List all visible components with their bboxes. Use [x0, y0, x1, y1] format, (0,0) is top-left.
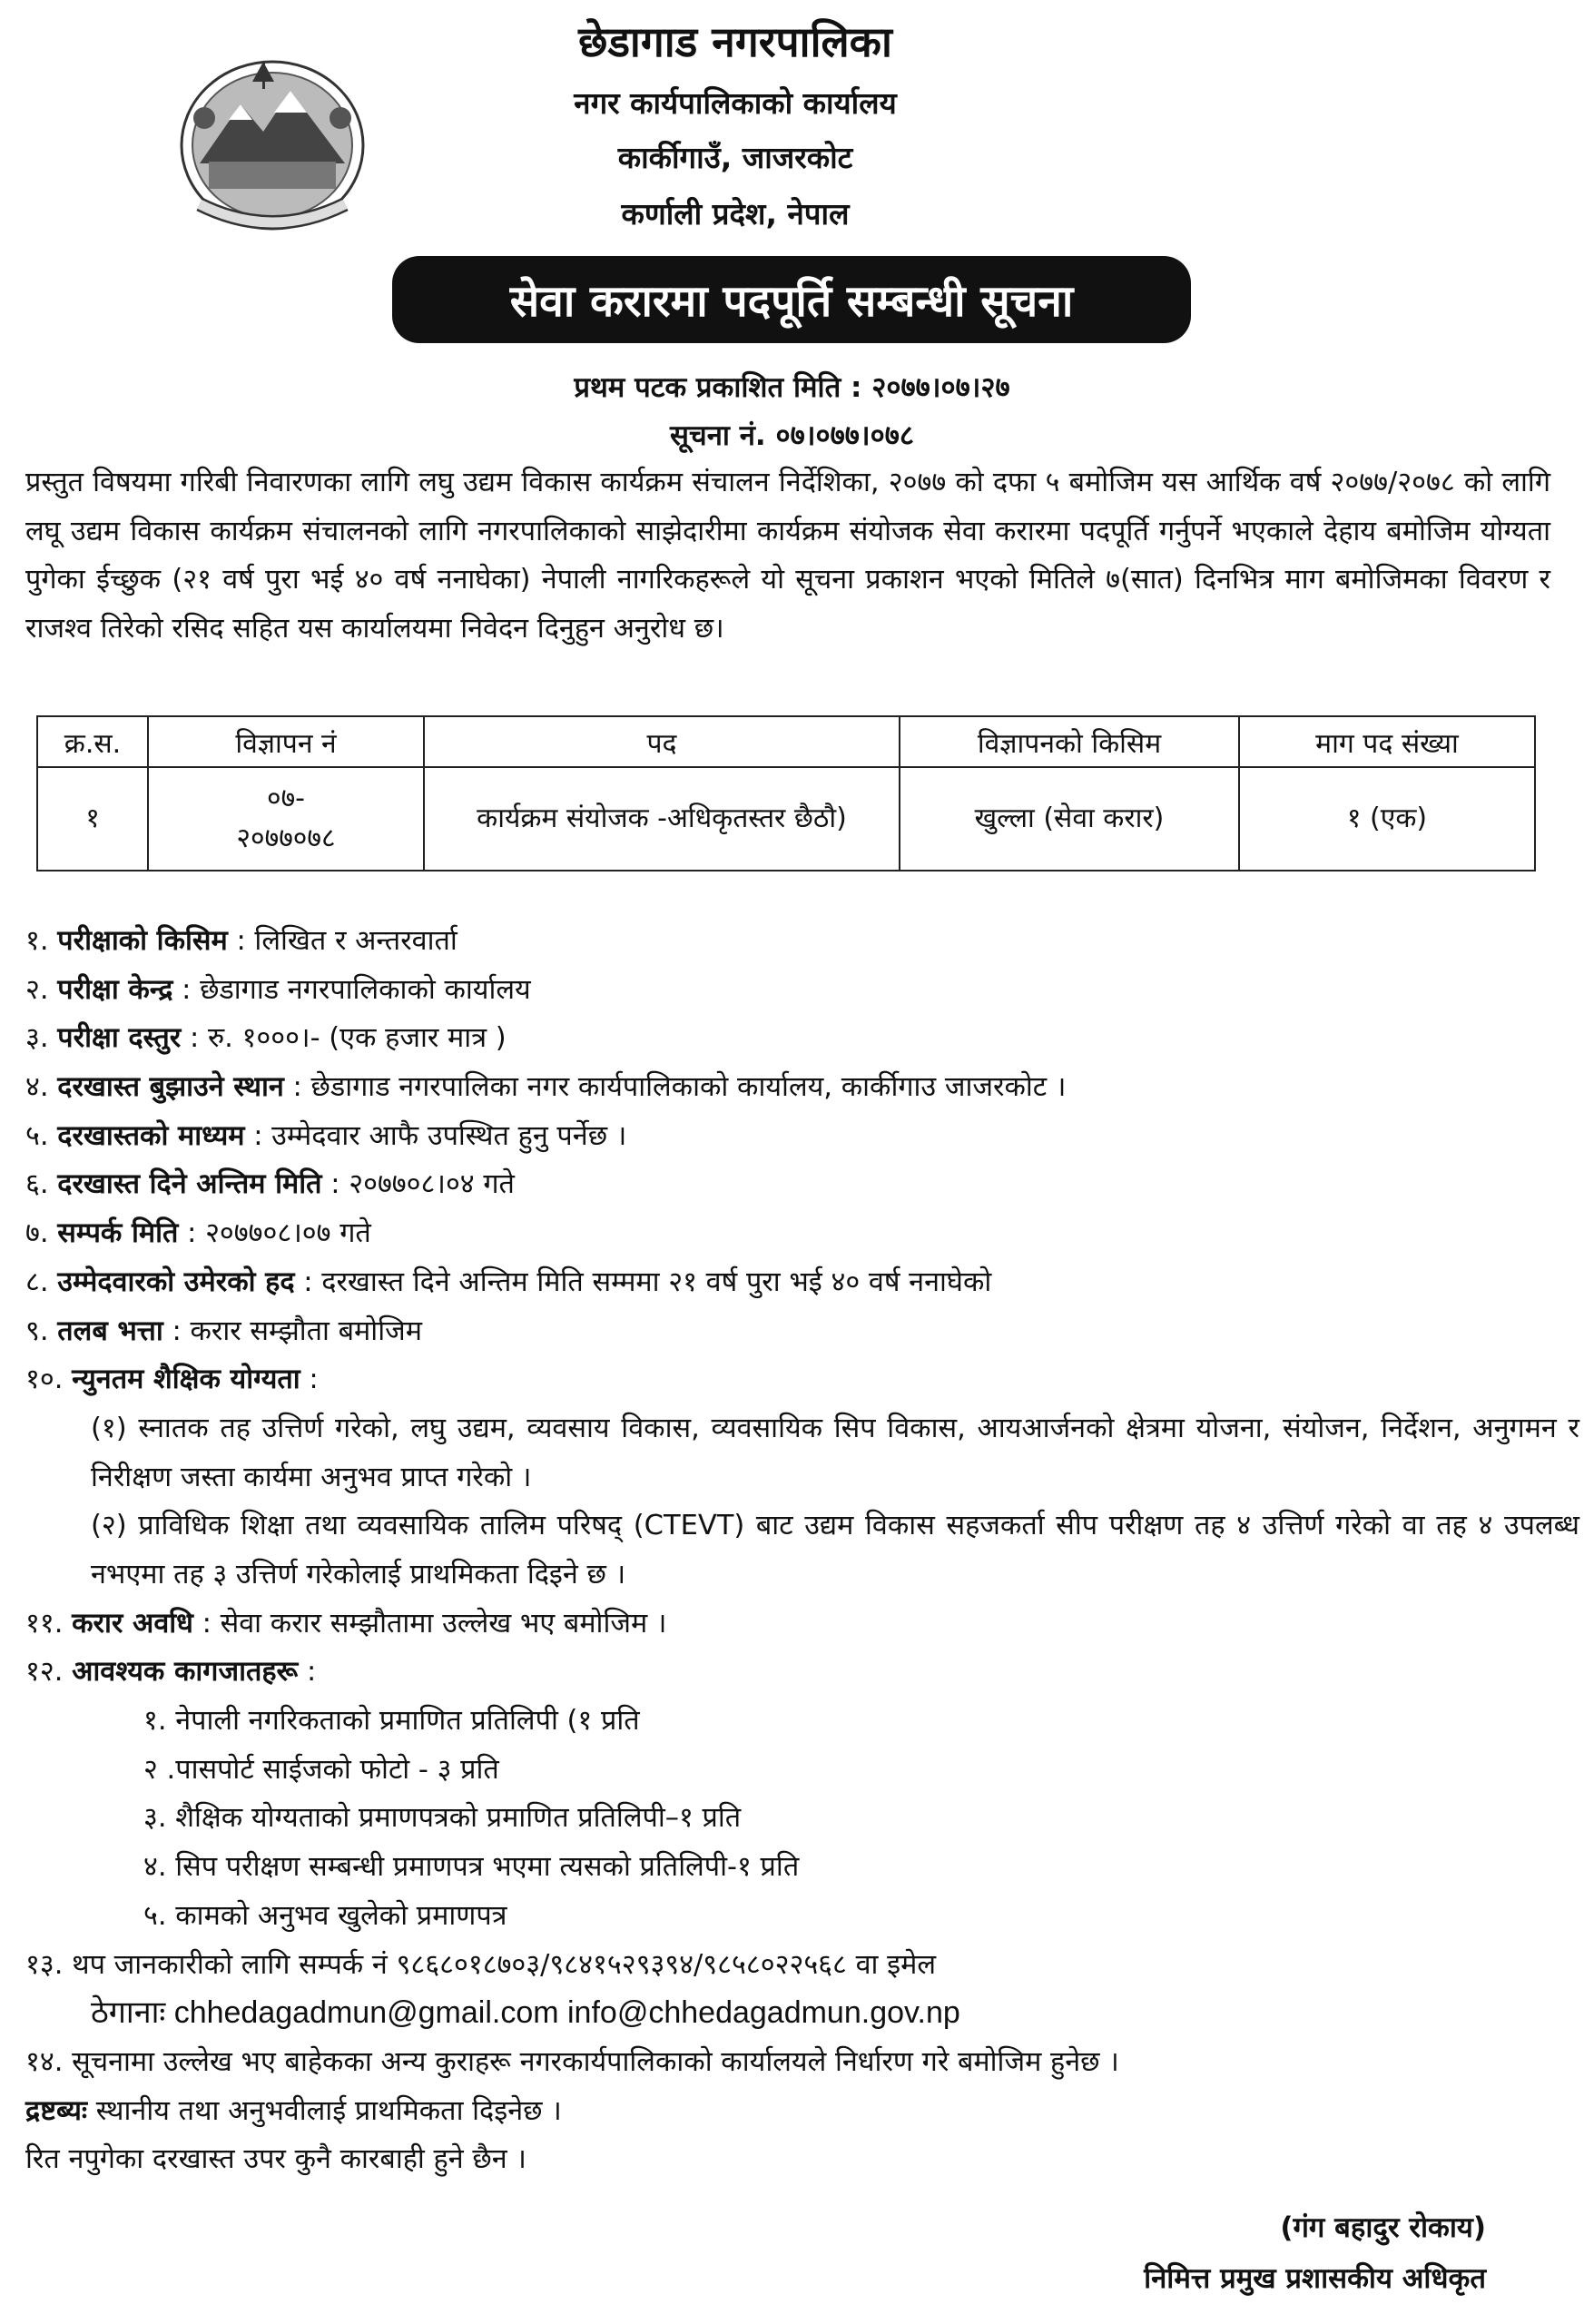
list-item: ३. परीक्षा दस्तुर : रु. १०००।- (एक हजार मात्र ) — [25, 1022, 507, 1055]
cell-ad-no — [148, 767, 424, 871]
qualification-2: (२) प्राविधिक शिक्षा तथा व्यवसायिक तालिम परिषद् (CTEVT) बाट उद्यम विकास सहजकर्ता सीप परीक्षण तह ४ उत्तिर्ण गरेको वा तह ४ उपलब्ध नभएमा तह ३ उत्तिर्ण गरेकोलाई प्राथमिकता दिइने छ । — [91, 1510, 1579, 1590]
list-item: ५. दरखास्तको माध्यम : उम्मेदवार आफै उपस्थित हुनु पर्नेछ । — [25, 1119, 627, 1152]
note-text: स्थानीय तथा अनुभवीलाई प्राथमिकता दिइनेछ । — [87, 2094, 562, 2127]
office-name: नगर कार्यपालिकाको कार्यालय — [574, 85, 897, 121]
col-header-ad-no: विज्ञापन नं — [148, 716, 424, 767]
requirements-list — [25, 917, 1579, 2184]
office-location: कार्कीगाउँ, जाजरकोट — [617, 140, 853, 175]
col-header-count: माग पद संख्या — [1239, 716, 1535, 767]
email-line — [25, 1989, 1569, 2038]
list-item: ४. दरखास्त बुझाउने स्थान : छेडागाड नगरपालिका नगर कार्यपालिकाको कार्यालय, कार्कीगाउ जाजरकोट । — [25, 1071, 1067, 1104]
document-item: २ .पासपोर्ट साईजको फोटो - ३ प्रति — [143, 1753, 499, 1786]
list-item: ११. करार अवधि : सेवा करार सम्झौतामा उल्लेख भए बमोजिम । — [25, 1607, 667, 1640]
email-label: ठेगानाः — [91, 1995, 166, 2031]
nepal-emblem-icon — [172, 54, 372, 236]
list-item: २. परीक्षा केन्द्र : छेडागाड नगरपालिकाको कार्यालय — [25, 973, 531, 1006]
final-line: रित नपुगेका दरखास्त उपर कुनै कारबाही हुने छैन । — [25, 2143, 526, 2176]
col-header-ad-type: विज्ञापनको किसिम — [900, 716, 1239, 767]
col-header-post: पद — [424, 716, 900, 767]
cell-ad-no-line2: २०७७०७८ — [236, 822, 336, 854]
qualification-1: (१) स्नातक तह उत्तिर्ण गरेको, लघु उद्यम, व्यवसाय विकास, व्यवसायिक सिप विकास, आयआर्जनको क्षेत्रमा योजना, संयोजन, निर्देशन, अनुगमन र निरीक्षण जस्ता कार्यमा अनुभव प्राप्त गरेको । — [91, 1412, 1579, 1493]
list-item: ८. उम्मेदवारको उमेरको हद : दरखास्त दिने अन्तिम मिति सम्ममा २१ वर्ष पुरा भई ४० वर्ष ननाघेको — [25, 1265, 992, 1298]
cell-sn: १ — [37, 767, 148, 871]
note-label: द्रष्टब्यः — [25, 2094, 88, 2127]
notice-number: सूचना नं. ०७।०७७।०७८ — [670, 419, 914, 452]
intro-paragraph: प्रस्तुत विषयमा गरिबी निवारणका लागि लघु उद्यम विकास कार्यक्रम संचालन निर्देशिका, २०७७ को दफा ५ बमोजिम यस आर्थिक वर्ष २०७७/२०७८ को लागि लघू उद्यम विकास कार्यक्रम संचालनको लागि नगरपालिकाको साझेदारीमा कार्यक्रम संयोजक सेवा करारमा पदपूर्ति गर्नुपर्ने भएकाले देहाय बमोजिम योग्यता पुगेका ईच्छुक (२१ वर्ष पुरा भई ४० वर्ष ननाघेका) नेपाली नागरिकहरूले यो सूचना प्रकाशन भएको मितिले ७(सात) दिनभित्र माग बमोजिमका विवरण र राजश्व तिरेको रसिद सहित यस कार्यालयमा निवेदन दिनुहुन अनुरोध छ। — [25, 467, 1550, 645]
document-item: ३. शैक्षिक योग्यताको प्रमाणपत्रको प्रमाणित प्रतिलिपी–१ प्रति — [143, 1802, 742, 1835]
email-addresses[interactable]: chhedagadmun@gmail.com info@chhedagadmun.gov.np — [173, 1995, 960, 2031]
cell-ad-type: खुल्ला (सेवा करार) — [900, 767, 1239, 871]
document-item: १. नेपाली नगरिकताको प्रमाणित प्रतिलिपी (१ प्रति — [143, 1705, 640, 1738]
document-item: ४. सिप परीक्षण सम्बन्धी प्रमाणपत्र भएमा त्यसको प्रतिलिपी-१ प्रति — [143, 1851, 800, 1884]
list-item: १०. न्युनतम शैक्षिक योग्यता : — [25, 1364, 319, 1396]
vacancy-table — [36, 715, 1536, 872]
col-header-sn: क्र.स. — [37, 716, 148, 767]
cell-count: १ (एक) — [1239, 767, 1535, 871]
list-item: १२. आवश्यक कागजातहरू : — [25, 1656, 317, 1689]
cell-post: कार्यक्रम संयोजक -अधिकृतस्तर छैठौ) — [424, 767, 900, 871]
municipality-name: छेडागाड नगरपालिका — [578, 17, 892, 66]
list-item: १. परीक्षाको किसिम : लिखित र अन्तरवार्ता — [25, 925, 457, 957]
province-name: कर्णाली प्रदेश, नेपाल — [621, 196, 850, 231]
note-line — [25, 2087, 1569, 2136]
cell-ad-no-line1: ०७- — [266, 783, 306, 814]
document-item: ५. कामको अनुभव खुलेको प्रमाणपत्र — [143, 1899, 507, 1932]
list-item: ७. सम्पर्क मिति : २०७७०८।०७ गते — [25, 1217, 371, 1250]
publish-date: प्रथम पटक प्रकाशित मिति : २०७७।०७।२७ — [574, 371, 1010, 404]
list-item: १४. सूचनामा उल्लेख भए बाहेकका अन्य कुराहरू नगरकार्यपालिकाको कार्यालयले निर्धारण गरे बमोजिम हुनेछ । — [25, 2045, 1119, 2078]
notice-title-banner: सेवा करारमा पदपूर्ति सम्बन्धी सूचना — [392, 256, 1191, 343]
table-header-row — [37, 716, 1535, 767]
list-item: ९. तलब भत्ता : करार सम्झौता बमोजिम — [25, 1315, 422, 1347]
table-row — [37, 767, 1535, 871]
list-item: ६. दरखास्त दिने अन्तिम मिति : २०७७०८।०४ गते — [25, 1168, 515, 1201]
contact-line: १३. थप जानकारीको लागि सम्पर्क नं ९८६८०१८७०३/९८४१५२९३९४/९८५८०२२५६८ वा इमेल — [25, 1948, 937, 1981]
signatory-name: (गंग बहादुर रोकाय) — [1280, 2211, 1486, 2244]
signatory-title: निमित्त प्रमुख प्रशासकीय अधिकृत — [1144, 2262, 1486, 2295]
